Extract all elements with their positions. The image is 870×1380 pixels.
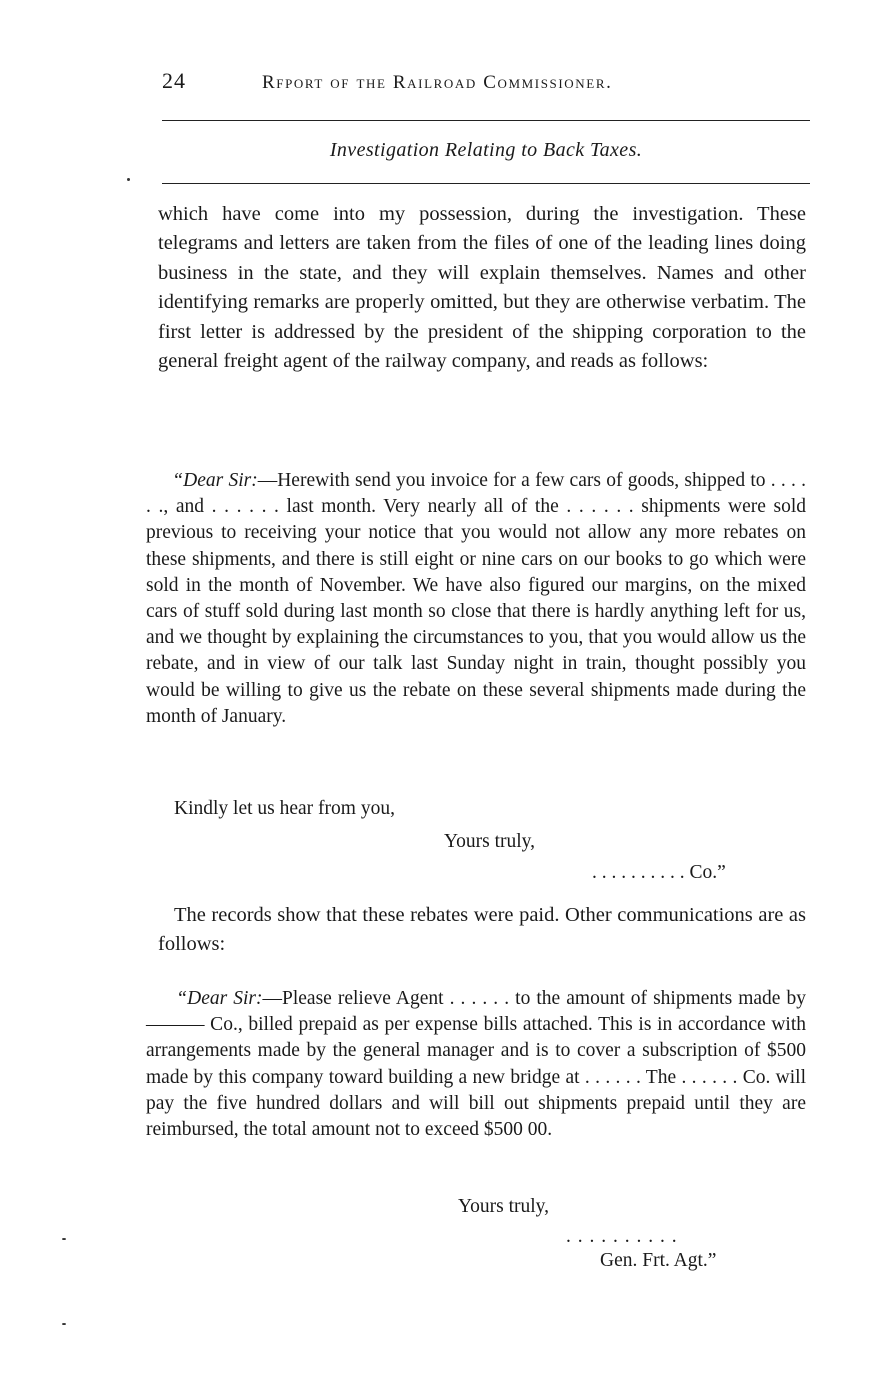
first-letter-kindly: Kindly let us hear from you,: [174, 798, 395, 819]
intro-paragraph: which have come into my possession, during the investigation. These telegrams and letters are taken from the files of one of the leading lines doing business in the state, and they will explain themselves. Names and other identifying remarks are properly omitted, but they are otherwise verbatim. The first letter is addressed by the president of the shipping corporation to the general freight agent of the railway company, and reads as follows:: [158, 203, 806, 373]
scan-speck: [62, 1238, 66, 1240]
second-letter-closing: Yours truly,: [458, 1196, 550, 1217]
page-number: 24: [162, 68, 186, 93]
first-letter: [146, 468, 806, 730]
header-rule-bottom: [162, 183, 810, 184]
header-rule-top: [162, 120, 810, 121]
second-letter-signature: Gen. Frt. Agt.”: [600, 1250, 717, 1271]
section-heading: Investigation Relating to Back Taxes.: [329, 139, 643, 161]
first-letter-closing: Yours truly,: [444, 831, 536, 852]
records-paragraph: The records show that these rebates were paid. Other communications are as follows:: [158, 904, 806, 956]
second-letter: [146, 986, 806, 1143]
first-letter-salutation: “Dear Sir:: [172, 470, 258, 491]
first-letter-signature: . . . . . . . . . . Co.”: [592, 862, 726, 883]
scan-speck: [62, 1323, 66, 1325]
second-letter-body: —Please relieve Agent . . . . . . to the amount of shipments made by ——— Co., billed prepaid as per expense bills attached. This is in accordance with arrangements made by the general manager and is to cover a subscription of $500 made by this company toward building a new bridge at . . . . . . The . . . . . . Co. will pay the five hundred dollars and will bill out shipments prepaid until they are reimbursed, the total amount not to exceed $500 00.: [146, 988, 807, 1141]
second-letter-signature-dots: . . . . . . . . . .: [566, 1226, 678, 1247]
first-letter-body: —Herewith send you invoice for a few cars of goods, shipped to . . . . . ., and . . . . . . last month. Very nearly all of the . . . . . . shipments were sold previous to receiving your notice that you would not allow any more rebates on these shipments, and there is still eight or nine cars on our books to go which were sold in the month of November. We have also figured our margins, on the mixed cars of stuff sold during last month so close that there is hardly anything left for us, and we thought by explaining the circumstances to you, that you would allow us the rebate, and in view of our talk last Sunday night in train, thought possibly you would be willing to give us the rebate on these several shipments made during the month of January.: [146, 470, 807, 727]
page-header: [162, 68, 812, 108]
running-head: Rfport of the Railroad Commissioner.: [262, 72, 613, 93]
second-letter-salutation: “Dear Sir:: [176, 988, 263, 1009]
scan-speck: [127, 178, 130, 181]
